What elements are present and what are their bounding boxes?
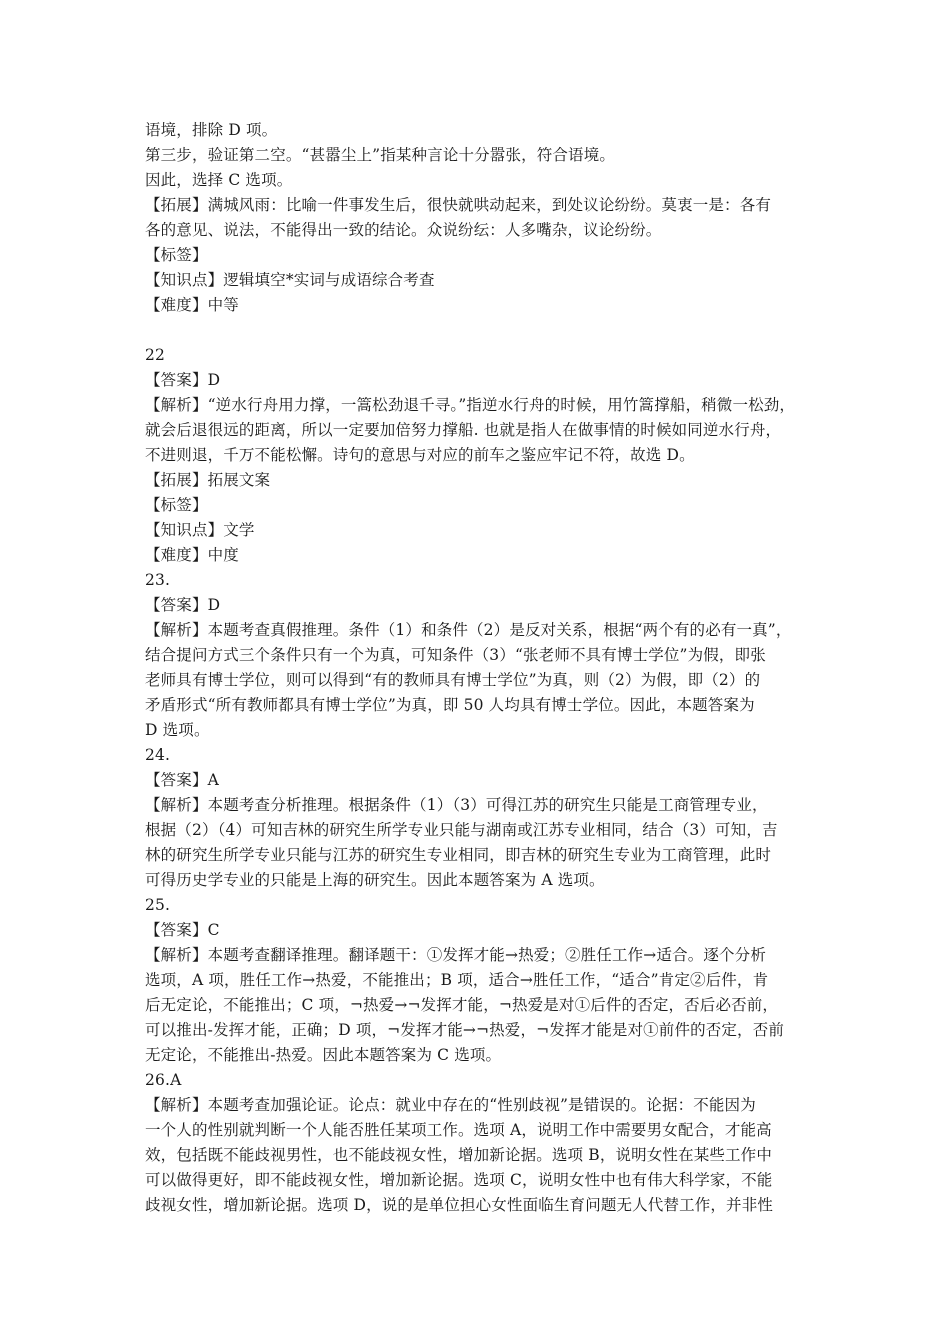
text-line: 结合提问方式三个条件只有一个为真，可知条件（3）“张老师不具有博士学位”为假，即张 (145, 646, 766, 664)
text-line: 可以推出-发挥才能，正确；D 项，¬发挥才能→¬热爱，¬发挥才能是对①前件的否定，否前 (145, 1021, 784, 1039)
text-line: 根据（2）（4）可知吉林的研究生所学专业只能与湖南或江苏专业相同，结合（3）可知，吉 (145, 821, 778, 839)
text-line: 【答案】D (145, 371, 221, 389)
text-line: 【知识点】逻辑填空*实词与成语综合考查 (145, 271, 435, 289)
text-line: 第三步，验证第二空。“甚嚣尘上”指某种言论十分嚣张，符合语境。 (145, 146, 616, 164)
blank-line (145, 318, 820, 343)
text-line: 【拓展】拓展文案 (145, 471, 271, 489)
text-line: 【标签】 (145, 496, 208, 514)
text-line: 无定论，不能推出-热爱。因此本题答案为 C 选项。 (145, 1046, 502, 1064)
text-line: 可得历史学专业的只能是上海的研究生。因此本题答案为 A 选项。 (145, 871, 605, 889)
text-line: 【答案】A (145, 771, 219, 789)
text-line: D 选项。 (145, 721, 210, 739)
text-line: 可以做得更好，即不能歧视女性，增加新论据。选项 C，说明女性中也有伟大科学家，不能 (145, 1171, 773, 1189)
text-line: 【解析】本题考查翻译推理。翻译题干：①发挥才能→热爱；②胜任工作→适合。逐个分析 (145, 946, 766, 964)
text-line: 就会后退很远的距离，所以一定要加倍努力撑船. 也就是指人在做事情的时候如同逆水行舟， (145, 421, 782, 439)
text-line: 【解析】“逆水行舟用力撑，一篙松劲退千寻。”指逆水行舟的时候，用竹篙撑船，稍微一松劲， (145, 396, 796, 414)
text-line: 因此，选择 C 选项。 (145, 171, 293, 189)
text-line: 选项，A 项，胜任工作→热爱，不能推出；B 项，适合→胜任工作，“适合”肯定②后件，肯 (145, 971, 769, 989)
text-line: 【拓展】满城风雨：比喻一件事发生后，很快就哄动起来，到处议论纷纷。莫衷一是：各有 (145, 196, 772, 214)
text-line: 各的意见、说法，不能得出一致的结论。众说纷纭：人多嘴杂，议论纷纷。 (145, 221, 662, 239)
text-line: 【难度】中等 (145, 296, 239, 314)
question-number: 26.A (145, 1071, 182, 1089)
text-line: 矛盾形式“所有教师都具有博士学位”为真，即 50 人均具有博士学位。因此，本题答案为 (145, 696, 755, 714)
text-line: 【解析】本题考查真假推理。条件（1）和条件（2）是反对关系，根据“两个有的必有一真”， (145, 621, 792, 639)
question-number: 25. (145, 896, 171, 914)
text-line: 【解析】本题考查加强论证。论点：就业中存在的“性别歧视”是错误的。论据：不能因为 (145, 1096, 756, 1114)
question-number: 22 (145, 346, 166, 364)
text-line: 【答案】C (145, 921, 220, 939)
text-line: 语境，排除 D 项。 (145, 121, 278, 139)
question-number: 23. (145, 571, 171, 589)
text-line: 后无定论，不能推出；C 项，¬热爱→¬发挥才能，¬热爱是对①后件的否定，否后必否前， (145, 996, 779, 1014)
question-number: 24. (145, 746, 171, 764)
text-line: 【答案】D (145, 596, 221, 614)
text-line: 歧视女性，增加新论据。选项 D，说的是单位担心女性面临生育问题无人代替工作，并非性 (145, 1196, 774, 1214)
text-line: 林的研究生所学专业只能与江苏的研究生专业相同，即吉林的研究生专业为工商管理，此时 (145, 846, 772, 864)
text-line: 老师具有博士学位，则可以得到“有的教师具有博士学位”为真，则（2）为假，即（2）的 (145, 671, 761, 689)
text-line: 不进则退，千万不能松懈。诗句的意思与对应的前车之鉴应牢记不符，故选 D。 (145, 446, 695, 464)
text-line: 【知识点】文学 (145, 521, 255, 539)
text-line: 【难度】中度 (145, 546, 239, 564)
text-line: 【解析】本题考查分析推理。根据条件（1）（3）可得江苏的研究生只能是工商管理专业， (145, 796, 768, 814)
text-line: 【标签】 (145, 246, 208, 264)
text-line: 一个人的性别就判断一个人能否胜任某项工作。选项 A，说明工作中需要男女配合，才能高 (145, 1121, 772, 1139)
text-line: 效，包括既不能歧视男性，也不能歧视女性，增加新论据。选项 B，说明女性在某些工作中 (145, 1146, 772, 1164)
